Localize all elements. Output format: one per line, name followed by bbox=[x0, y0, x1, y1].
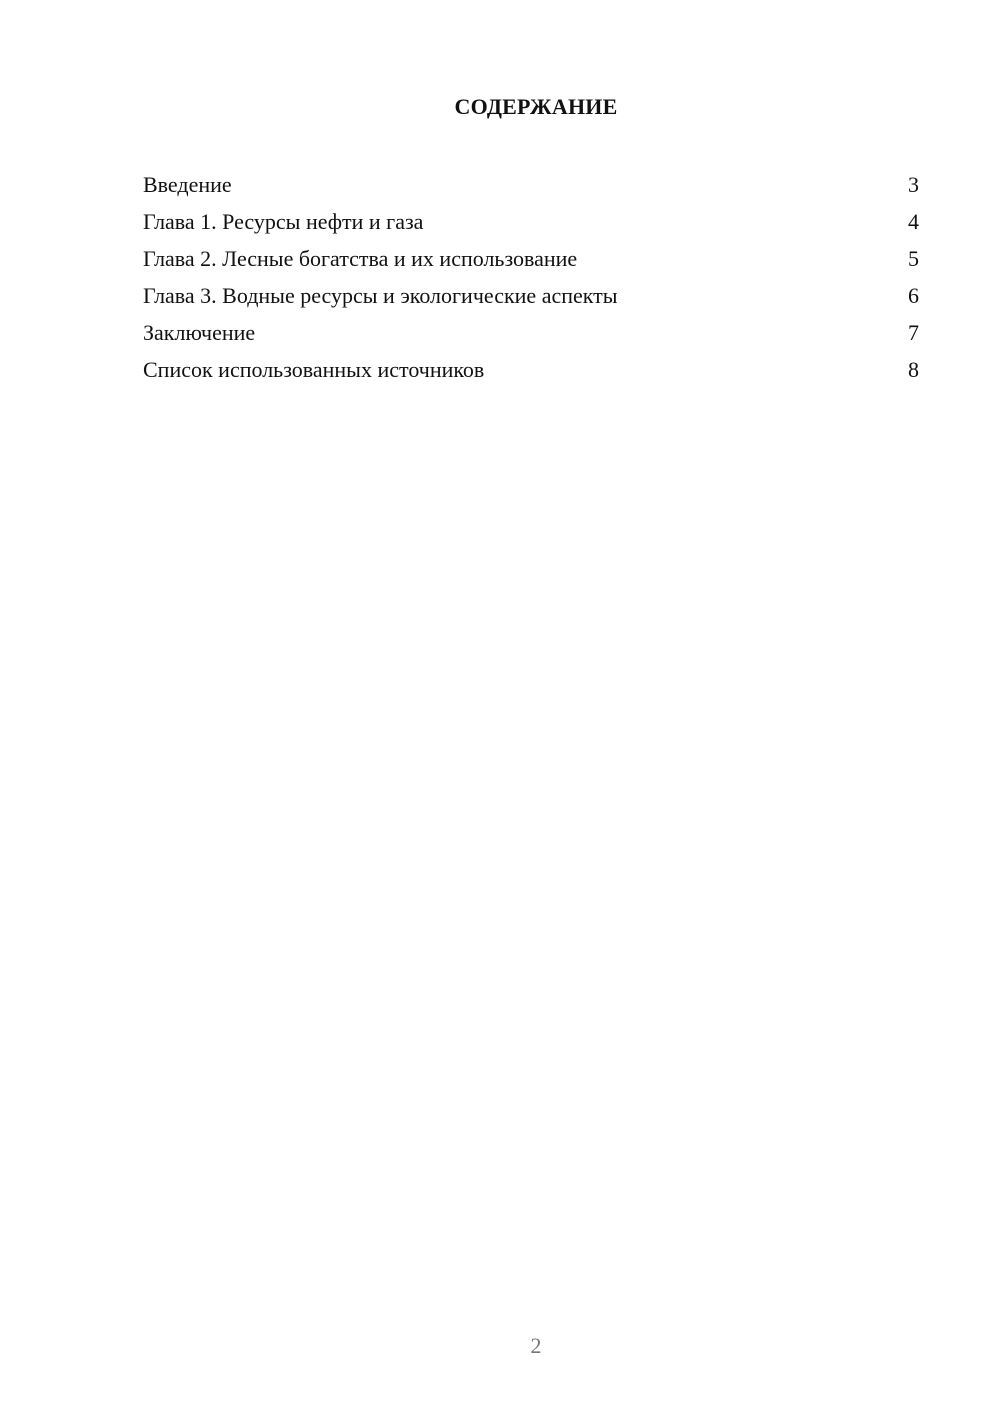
toc-entry-label: Заключение bbox=[143, 320, 256, 345]
toc-heading: СОДЕРЖАНИЕ bbox=[454, 94, 618, 119]
toc-entry-page-number: 8 bbox=[908, 357, 919, 382]
toc-entry-page-number: 6 bbox=[908, 283, 919, 308]
toc-entry-references[interactable] bbox=[143, 353, 919, 390]
toc-entry-chapter-1[interactable] bbox=[143, 205, 919, 242]
toc-entry-page-number: 7 bbox=[908, 320, 919, 345]
toc-entry-chapter-2[interactable] bbox=[143, 242, 919, 279]
page-number: 2 bbox=[530, 1333, 542, 1358]
toc-entry-introduction[interactable] bbox=[143, 168, 919, 205]
toc-entry-page-number: 3 bbox=[908, 172, 919, 197]
toc-entry-page-number: 4 bbox=[908, 209, 919, 234]
toc-entry-label: Глава 1. Ресурсы нефти и газа bbox=[143, 209, 424, 234]
toc-entry-label: Глава 3. Водные ресурсы и экологические аспекты bbox=[143, 283, 618, 308]
toc-entry-label: Список использованных источников bbox=[143, 357, 485, 382]
toc-entry-label: Введение bbox=[143, 172, 232, 197]
toc-entry-chapter-3[interactable] bbox=[143, 279, 919, 316]
toc-entry-conclusion[interactable] bbox=[143, 316, 919, 353]
table-of-contents bbox=[143, 168, 919, 390]
toc-entry-page-number: 5 bbox=[908, 246, 919, 271]
toc-entry-label: Глава 2. Лесные богатства и их использование bbox=[143, 246, 578, 271]
